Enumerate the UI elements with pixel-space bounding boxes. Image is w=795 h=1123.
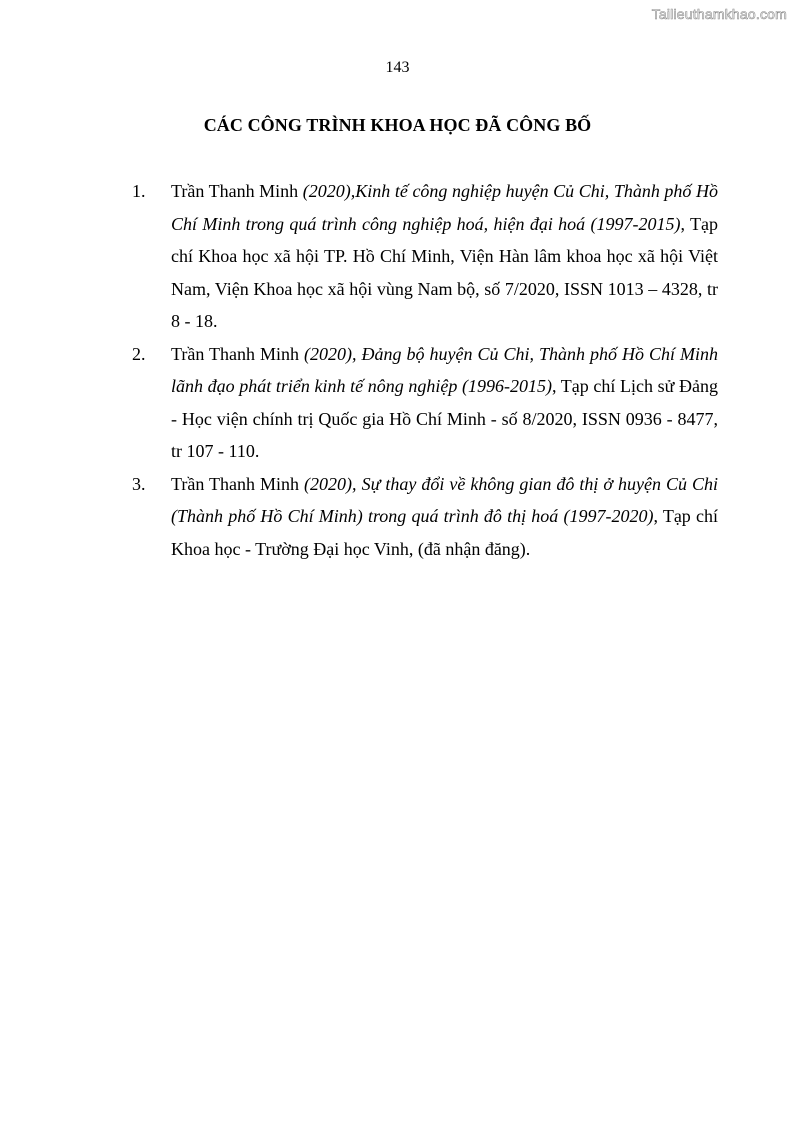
publication-number: 1. [132, 181, 146, 201]
publication-year: (2020), [302, 181, 356, 201]
page-title: CÁC CÔNG TRÌNH KHOA HỌC ĐÃ CÔNG BỐ [203, 115, 592, 135]
publication-item [132, 175, 718, 338]
publication-title: Đảng bộ huyện Củ Chi, Thành phố Hồ Chí Minh lãnh đạo phát triển kinh tế nông nghiệp (1996-2015) [171, 343, 718, 396]
publication-year: (2020), [304, 473, 357, 494]
publication-title: Sự thay đổi về không gian đô thị ở huyện Củ Chi (Thành phố Hồ Chí Minh) trong quá trình đô thị hoá (1997-2020) [171, 473, 719, 526]
publication-title: Kinh tế công nghiệp huyện Củ Chi, Thành phố Hồ Chí Minh trong quá trình công nghiệp hoá, hiện đại hoá (1997-2015) [171, 181, 719, 234]
publication-author: Trần Thanh Minh [171, 473, 300, 494]
publication-author: Trần Thanh Minh [171, 181, 299, 201]
page-number: 143 [385, 59, 410, 76]
publication-details: , Tạp chí Khoa học xã hội TP. Hồ Chí Minh, Viện Hàn lâm khoa học xã hội Việt Nam, Viện Khoa học xã hội vùng Nam bộ, số 7/2020, ISSN 1013 – 4328, tr 8 - 18. [171, 213, 718, 331]
watermark: Tailieuthamkhao.com [651, 6, 787, 22]
publication-number: 3. [132, 473, 146, 494]
publication-item [132, 338, 718, 468]
publication-item [132, 468, 718, 566]
publication-details: , Tạp chí Khoa học - Trường Đại học Vinh, (đã nhận đăng). [171, 506, 718, 559]
publication-list [132, 175, 718, 565]
publication-number: 2. [132, 343, 146, 364]
publication-year: (2020), [304, 343, 357, 364]
publication-details: , Tạp chí Lịch sử Đảng - Học viện chính trị Quốc gia Hồ Chí Minh - số 8/2020, ISSN 0936 - 8477, tr 107 - 110. [171, 376, 719, 461]
publication-author: Trần Thanh Minh [171, 343, 300, 364]
